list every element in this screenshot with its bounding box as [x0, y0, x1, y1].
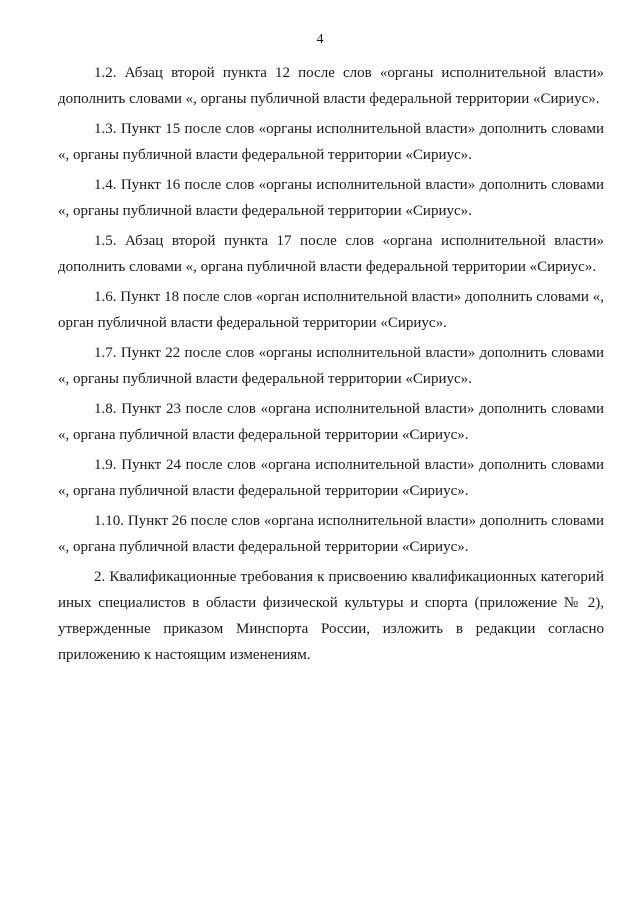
paragraph-1-4: 1.4. Пункт 16 после слов «органы исполнительной власти» дополнить словами «, органы публичной власти федеральной территории «Сириус».: [58, 177, 604, 219]
paragraph-1-7: 1.7. Пункт 22 после слов «органы исполнительной власти» дополнить словами «, органы публичной власти федеральной территории «Сириус».: [58, 345, 604, 387]
paragraph-1-8: 1.8. Пункт 23 после слов «органа исполнительной власти» дополнить словами «, органа публичной власти федеральной территории «Сириус».: [58, 401, 604, 443]
paragraph-1-9: 1.9. Пункт 24 после слов «органа исполнительной власти» дополнить словами «, органа публичной власти федеральной территории «Сириус».: [58, 457, 604, 499]
page-number: 4: [316, 32, 324, 47]
paragraph-1-2: 1.2. Абзац второй пункта 12 после слов «органы исполнительной власти» дополнить словами «, органы публичной власти федеральной территории «Сириус».: [58, 65, 604, 107]
document-body: [58, 60, 604, 668]
paragraph-1-3: 1.3. Пункт 15 после слов «органы исполнительной власти» дополнить словами «, органы публичной власти федеральной территории «Сириус».: [58, 121, 604, 163]
paragraph-1-10: 1.10. Пункт 26 после слов «органа исполнительной власти» дополнить словами «, органа публичной власти федеральной территории «Сириус».: [58, 513, 604, 555]
paragraph-2: 2. Квалификационные требования к присвоению квалификационных категорий иных специалистов в области физической культуры и спорта (приложение № 2), утвержденные приказом Минспорта России, изложить в редакции согласно приложению к настоящим изменениям.: [58, 569, 604, 663]
paragraph-1-5: 1.5. Абзац второй пункта 17 после слов «органа исполнительной власти» дополнить словами «, органа публичной власти федеральной территории «Сириус».: [58, 233, 604, 275]
paragraph-1-6: 1.6. Пункт 18 после слов «орган исполнительной власти» дополнить словами «, орган публичной власти федеральной территории «Сириус».: [58, 289, 604, 331]
